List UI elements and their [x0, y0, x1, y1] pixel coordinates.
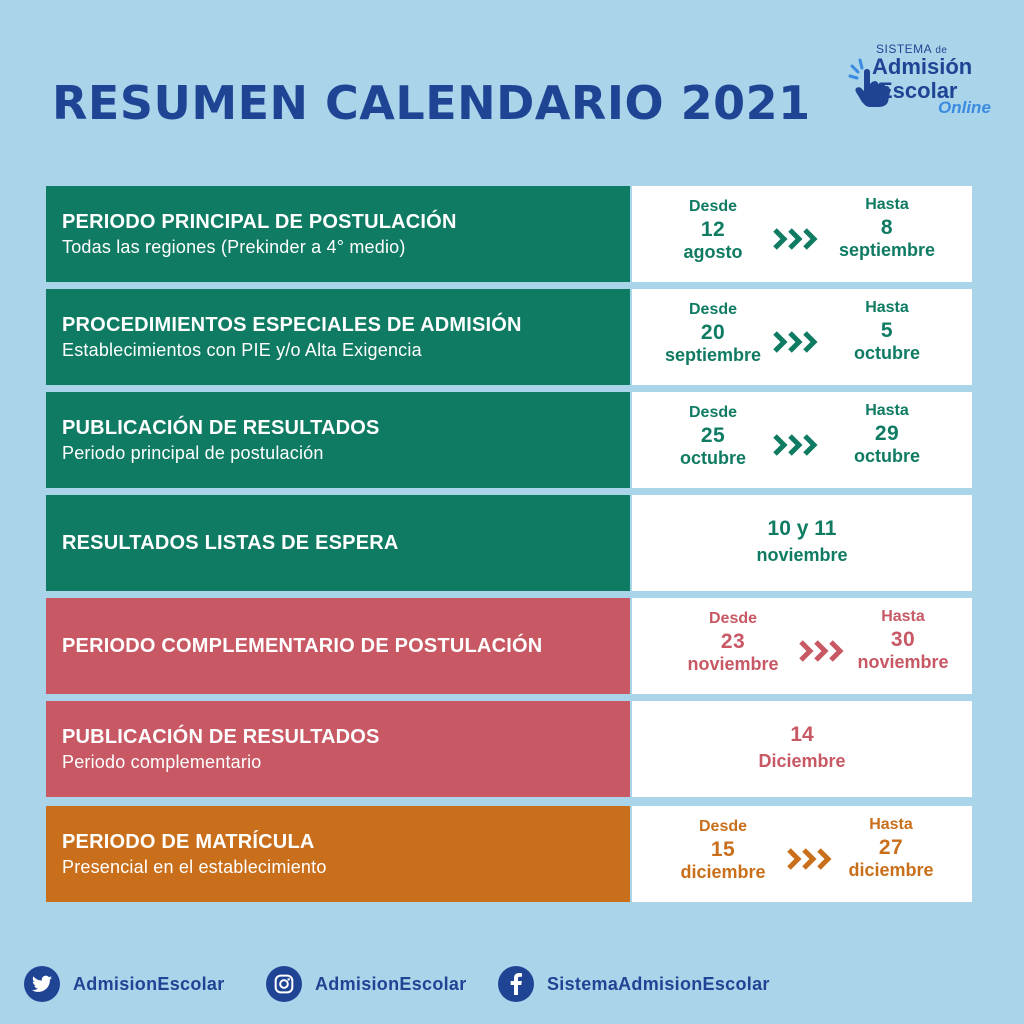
- row-title: PERIODO COMPLEMENTARIO DE POSTULACIÓN: [62, 634, 543, 657]
- single-date: [632, 517, 972, 566]
- twitter-icon: [24, 966, 60, 1002]
- logo-text-de: de: [935, 45, 948, 56]
- row-dates: [632, 598, 972, 694]
- row-label: [46, 289, 630, 385]
- row-title: PUBLICACIÓN DE RESULTADOS: [62, 416, 380, 439]
- instagram-icon: [266, 966, 302, 1002]
- facebook-handle: SistemaAdmisionEscolar: [547, 973, 770, 994]
- date-month: Diciembre: [758, 751, 846, 771]
- date-day: 10 y 11: [767, 517, 837, 540]
- row-label: [46, 806, 630, 902]
- date-from: [638, 404, 788, 469]
- to-day: 27: [878, 836, 904, 859]
- calendar-row-publicacion-resultados-complementario: [46, 701, 972, 797]
- to-day: 30: [890, 628, 916, 651]
- row-title: RESULTADOS LISTAS DE ESPERA: [62, 531, 399, 554]
- from-day: 23: [720, 630, 746, 653]
- from-month: septiembre: [664, 345, 762, 365]
- from-day: 25: [700, 424, 726, 447]
- hasta-label: Hasta: [881, 608, 925, 625]
- row-title: PROCEDIMIENTOS ESPECIALES DE ADMISIÓN: [62, 313, 522, 336]
- desde-label: Desde: [688, 301, 738, 318]
- row-dates: [632, 392, 972, 488]
- row-title: PUBLICACIÓN DE RESULTADOS: [62, 725, 380, 748]
- row-label: [46, 598, 630, 694]
- hasta-label: Hasta: [865, 299, 909, 316]
- to-month: octubre: [853, 446, 920, 466]
- date-to: [828, 608, 978, 673]
- calendar-row-periodo-principal: [46, 186, 972, 282]
- row-subtitle: Presencial en el establecimiento: [62, 856, 327, 877]
- row-title: PERIODO PRINCIPAL DE POSTULACIÓN: [62, 210, 457, 233]
- row-label: [46, 186, 630, 282]
- date-to: [812, 196, 962, 261]
- row-dates: [632, 289, 972, 385]
- single-date: [632, 723, 972, 772]
- row-dates: [632, 186, 972, 282]
- from-month: agosto: [683, 242, 743, 262]
- hasta-label: Hasta: [865, 196, 909, 213]
- from-day: 15: [710, 838, 736, 861]
- date-from: [648, 818, 798, 883]
- twitter-link[interactable]: [24, 966, 225, 1002]
- twitter-handle: AdmisionEscolar: [73, 973, 225, 994]
- row-label: [46, 701, 630, 797]
- calendar-row-periodo-matricula: [46, 806, 972, 902]
- logo-text-online: Online: [938, 98, 991, 117]
- page-title: RESUMEN CALENDARIO 2021: [52, 76, 811, 130]
- row-title: PERIODO DE MATRÍCULA: [62, 830, 315, 853]
- from-month: noviembre: [687, 654, 779, 674]
- to-day: 5: [880, 319, 894, 342]
- row-dates: [632, 495, 972, 591]
- desde-label: Desde: [698, 818, 748, 835]
- date-from: [658, 610, 808, 675]
- to-month: diciembre: [848, 860, 934, 880]
- date-to: [816, 816, 966, 881]
- from-month: octubre: [679, 448, 746, 468]
- date-day: 14: [790, 723, 814, 746]
- facebook-icon: [498, 966, 534, 1002]
- row-subtitle: Todas las regiones (Prekinder a 4° medio): [62, 236, 406, 257]
- to-month: noviembre: [857, 652, 949, 672]
- date-from: [638, 301, 788, 366]
- from-day: 20: [700, 321, 726, 344]
- row-label: [46, 495, 630, 591]
- instagram-handle: AdmisionEscolar: [315, 973, 467, 994]
- logo-text-admision: Admisión: [872, 54, 973, 79]
- desde-label: Desde: [708, 610, 758, 627]
- calendar-row-periodo-complementario: [46, 598, 972, 694]
- row-subtitle: Establecimientos con PIE y/o Alta Exigencia: [62, 339, 422, 360]
- calendar-row-procedimientos-especiales: [46, 289, 972, 385]
- calendar-row-publicacion-resultados-principal: [46, 392, 972, 488]
- to-day: 8: [880, 216, 894, 239]
- logo-text-escolar: Escolar: [878, 78, 958, 103]
- to-month: septiembre: [838, 240, 936, 260]
- row-label: [46, 392, 630, 488]
- logo-text-sistema: SISTEMA: [876, 42, 932, 56]
- desde-label: Desde: [688, 404, 738, 421]
- to-day: 29: [874, 422, 900, 445]
- from-month: diciembre: [680, 862, 766, 882]
- row-dates: [632, 806, 972, 902]
- date-month: noviembre: [756, 545, 848, 565]
- hasta-label: Hasta: [865, 402, 909, 419]
- date-to: [812, 299, 962, 364]
- hasta-label: Hasta: [869, 816, 913, 833]
- admision-escolar-logo[interactable]: [848, 42, 1008, 132]
- calendar-row-listas-de-espera: [46, 495, 972, 591]
- row-subtitle: Periodo principal de postulación: [62, 442, 324, 463]
- from-day: 12: [700, 218, 726, 241]
- desde-label: Desde: [688, 198, 738, 215]
- to-month: octubre: [853, 343, 920, 363]
- facebook-link[interactable]: [498, 966, 770, 1002]
- instagram-link[interactable]: [266, 966, 467, 1002]
- date-to: [812, 402, 962, 467]
- row-subtitle: Periodo complementario: [62, 751, 262, 772]
- date-from: [638, 198, 788, 263]
- row-dates: [632, 701, 972, 797]
